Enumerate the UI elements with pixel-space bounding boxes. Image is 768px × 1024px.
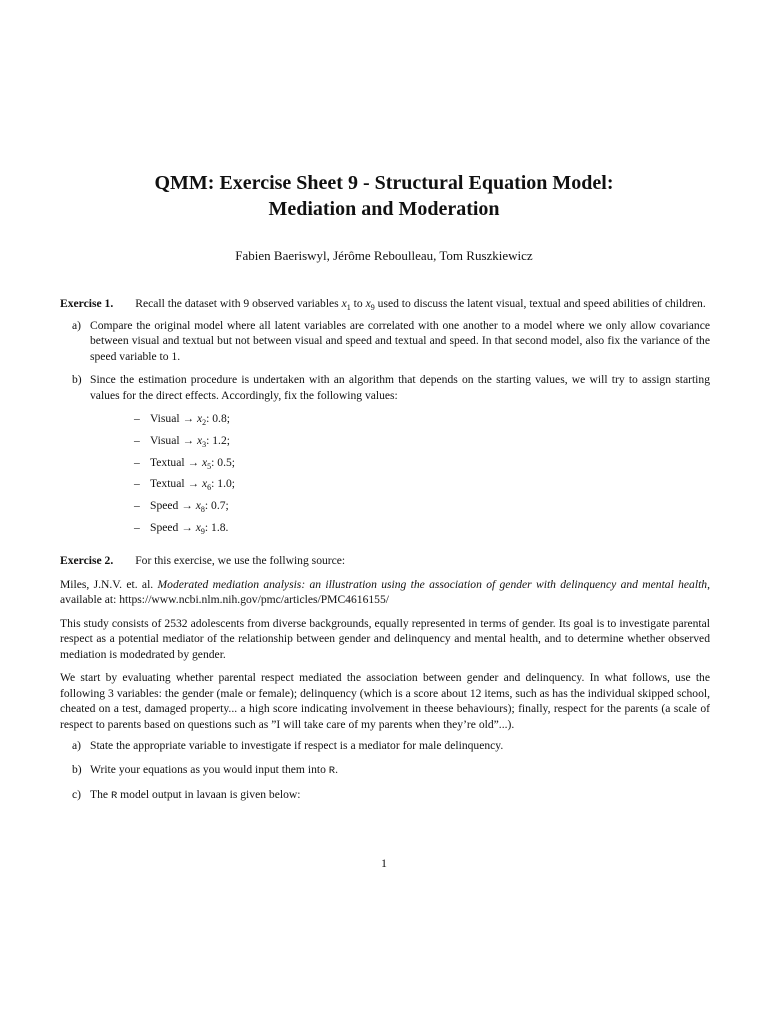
list-marker: a) [72,318,82,332]
exercise-2-questions [60,738,710,805]
list-marker: c) [72,788,82,802]
variables-description: We start by evaluating whether parental respect mediated the association between gender and delinquency. In what follows, use the following 3 variables: the gender (male or female); delinquency (which is a score about 12 items, such as has the individual skipped school, cheated on a test, damaged property... a high score indicating involvement in theese behaviours); finally, respect for the parents (a scale of respect to parents based on questions such as ”I will take care of my parents when they’re old”...). [60,671,710,731]
citation: Miles, J.N.V. et. al. Moderated mediation analysis: an illustration using the association of gender with delinquency and mental health, available at: https://www.ncbi.nlm.nih.gov/pmc/articles/PMC4616155/ [60,577,710,607]
question-text: State the appropriate variable to investigate if respect is a mediator for male delinquency. [90,739,504,753]
document-body [60,296,710,813]
list-marker: a) [72,739,82,753]
starting-values-list [90,411,710,535]
starting-value-item: – Speed → $x_8$: 0.7; [134,499,229,515]
exercise-2-question-c: c) The R model output in lavaan is given below: [72,788,301,803]
exercise-2-question-b: b) Write your equations as you would input them into R. [72,762,338,777]
exercise-2-question-a [60,738,710,754]
exercise-1-question-a [60,318,710,365]
question-text: Compare the original model where all latent variables are correlated with one another to a model where we only allow covariance between visual and textual but not between visual and speed and textual and speed. In that second model, also fix the variance of the speed variable to 1. [90,318,710,363]
document-title [60,170,708,222]
code-r: R [328,764,336,777]
exercise-1 [60,296,710,535]
list-marker: b) [72,762,82,776]
title-line-2: Mediation and Moderation [268,198,500,220]
starting-value-item: – Speed → $x_9$: 1.8. [134,520,229,536]
exercise-2-intro: Exercise 2. For this exercise, we use the follwing source: [60,554,346,568]
exercise-2-heading: Exercise 2. [60,554,114,568]
starting-value-item: – Textual → $x_6$: 1.0; [134,477,236,493]
code-r: R [110,790,118,803]
starting-value-item: – Visual → $x_3$: 1.2; [134,433,230,449]
authors: Fabien Baeriswyl, Jérôme Reboulleau, Tom Ruszkiewicz [235,248,533,263]
exercise-1-question-b [60,372,710,535]
starting-value-item: – Visual → $x_2$: 0.8; [134,412,230,427]
question-text: Since the estimation procedure is undertaken with an algorithm that depends on the starting values, we will try to assign starting values for the direct effects. Accordingly, fix the following values: [90,373,710,402]
exercise-2 [60,553,710,805]
citation-title: Moderated mediation analysis: an illustration using the association of gender with delinquency and mental health [157,577,708,591]
exercise-1-questions [60,318,710,536]
study-description: This study consists of 2532 adolescents from diverse backgrounds, equally represented in terms of gender. Its goal is to investigate parental respect as a potential mediator of the relationship between gender and delinquency and mental health, and to determine whether observed mediation is modedrated by gender. [60,616,710,661]
page-number: 1 [381,856,387,870]
title-line-1: QMM: Exercise Sheet 9 - Structural Equation Model: [154,172,614,194]
exercise-1-intro: Exercise 1. Recall the dataset with 9 observed variables $x_1$ to $x_9$ used to discuss the latent visual, textual and speed abilities of children. [60,297,706,312]
exercise-1-heading: Exercise 1. [60,297,114,310]
starting-value-item: – Textual → $x_5$: 0.5; [134,455,236,471]
citation-url: , available at: https://www.ncbi.nlm.nih.gov/pmc/articles/PMC4616155/ [60,577,710,607]
list-marker: b) [72,373,82,386]
